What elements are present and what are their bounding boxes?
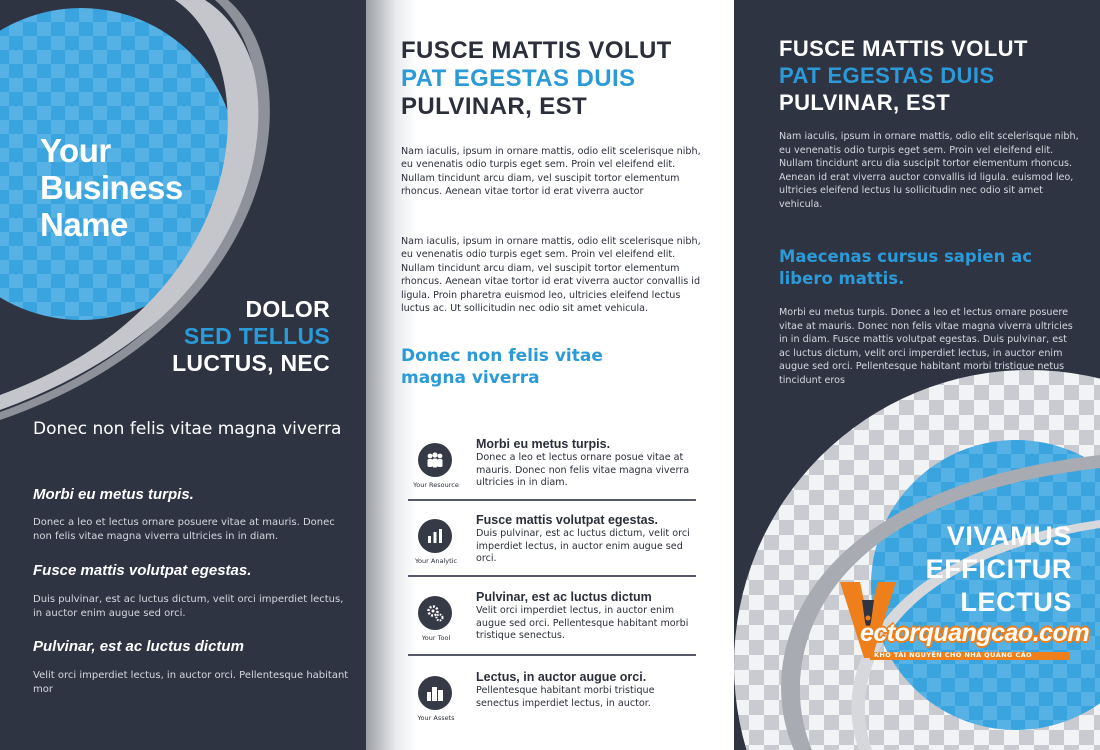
feature-caption: Your Resource xyxy=(413,481,459,489)
feature-desc: Donec a leo et lectus ornare posue vitae at mauris. Donec non felis vitae magna viverra ultricies in in diam. xyxy=(476,452,690,488)
left-section-body: Duis pulvinar, est ac luctus dictum, velit orci imperdiet lectus, in auctor enim augue sed orci. xyxy=(33,594,344,619)
right-subheading: Maecenas cursus sapien ac libero mattis. xyxy=(779,247,1032,288)
watermark-logo xyxy=(838,580,1090,670)
left-section-body: Velit orci imperdiet lectus, in auctor orci. Pellentesque habitant mor xyxy=(33,670,349,695)
buildings-icon xyxy=(425,683,445,703)
feature-caption: Your Assets xyxy=(417,714,455,722)
divider xyxy=(408,654,696,656)
feature-title: Morbi eu metus turpis. xyxy=(476,437,611,451)
left-headline: DOLOR SED TELLUS LUCTUS, NEC xyxy=(172,296,330,376)
feature-title: Lectus, in auctor augue orci. xyxy=(476,670,647,684)
feature-item xyxy=(408,670,696,744)
left-panel xyxy=(0,0,366,750)
business-name: Your Business Name xyxy=(40,132,183,243)
left-section-title: Morbi eu metus turpis. xyxy=(33,486,194,503)
divider xyxy=(408,499,696,501)
cover-headline: VIVAMUS EFFICITUR LECTUS xyxy=(925,521,1072,617)
right-paragraph: Morbi eu metus turpis. Donec a leo et lectus ornare posuere vitae at mauris. Donec non felis vitae magna viverra ultricies in in diam. Fusce mattis volutpat egestas. Duis pulvinar, est ac luctus dictum, velit orci imperdiet lectus, in auctor enim augue sed orci. Pellentesque habitant morbi tristique netus tincidunt eros xyxy=(779,307,1073,386)
right-title: FUSCE MATTIS VOLUT PAT EGESTAS DUIS PULVINAR, EST xyxy=(779,36,1028,115)
middle-panel xyxy=(366,0,734,750)
middle-paragraph: Nam iaculis, ipsum in ornare mattis, odio elit scelerisque nibh, eu venenatis odio turpis eget sem. Proin vel eleifend elit. Nullam tincidunt arcu diam, vel suscipit tortor elementum rhoncus. Aenean vitae tortor id erat viverra auctor xyxy=(401,146,701,198)
feature-desc: Velit orci imperdiet lectus, in auctor enim augue sed orci. Pellentesque habitant morbi tristique senectus. xyxy=(476,605,689,641)
people-icon xyxy=(425,450,445,470)
feature-item xyxy=(408,437,696,511)
feature-desc: Pellentesque habitant morbi tristique senectus imperdiet lectus, in auctor. xyxy=(476,685,655,709)
feature-title: Fusce mattis volutpat egestas. xyxy=(476,513,659,527)
feature-item xyxy=(408,513,696,587)
feature-caption: Your Tool xyxy=(421,634,451,642)
bar-chart-icon xyxy=(425,526,445,546)
feature-item xyxy=(408,590,696,664)
divider xyxy=(408,575,696,577)
middle-subheading: Donec non felis vitae magna viverra xyxy=(401,346,603,388)
gears-icon xyxy=(425,603,445,623)
left-section-body: Donec a leo et lectus ornare posuere vitae at mauris. Donec non felis vitae magna viverra ultricies in in diam. xyxy=(33,517,335,542)
middle-title: FUSCE MATTIS VOLUT PAT EGESTAS DUIS PULVINAR, EST xyxy=(401,37,672,120)
watermark-tagline: KHO TÀI NGUYÊN CHO NHÀ QUẢNG CÁO xyxy=(874,651,1032,659)
left-section-title: Fusce mattis volutpat egestas. xyxy=(33,562,252,579)
watermark-site: ectorquangcao.com xyxy=(860,619,1090,647)
left-subheading: Donec non felis vitae magna viverra xyxy=(33,419,342,439)
feature-desc: Duis pulvinar, est ac luctus dictum, velit orci imperdiet lectus, in auctor enim augue sed orci. xyxy=(476,528,690,564)
right-paragraph: Nam iaculis, ipsum in ornare mattis, odio elit scelerisque nibh, eu venenatis odio turpis eget sem. Proin vel eleifend elit. Nullam tincidunt arcu dia suscipit tortor elementum rhoncus. Aenean id erat viverra auctor convallis id ligula. euismod leo, ultricies eleifend lectus lu sollicitudin nec odio sit amet vehicula. xyxy=(779,131,1079,210)
left-section-title: Pulvinar, est ac luctus dictum xyxy=(33,638,244,655)
feature-caption: Your Analytic xyxy=(414,557,458,565)
middle-paragraph: Nam iaculis, ipsum in ornare mattis, odio elit scelerisque nibh, eu venenatis odio turpis eget sem. Proin vel eleifend elit. Nullam tincidunt arcu diam, vel suscipit tortor elementum rhoncus. Aenean vitae tortor id erat viverra auctor convallis id ligula. Proin pharetra euismod leo, ultricies eleifend lectus luctus ac. Ut sollicitudin nec odio sit amet vehicula. xyxy=(401,236,701,315)
feature-title: Pulvinar, est ac luctus dictum xyxy=(476,590,652,604)
